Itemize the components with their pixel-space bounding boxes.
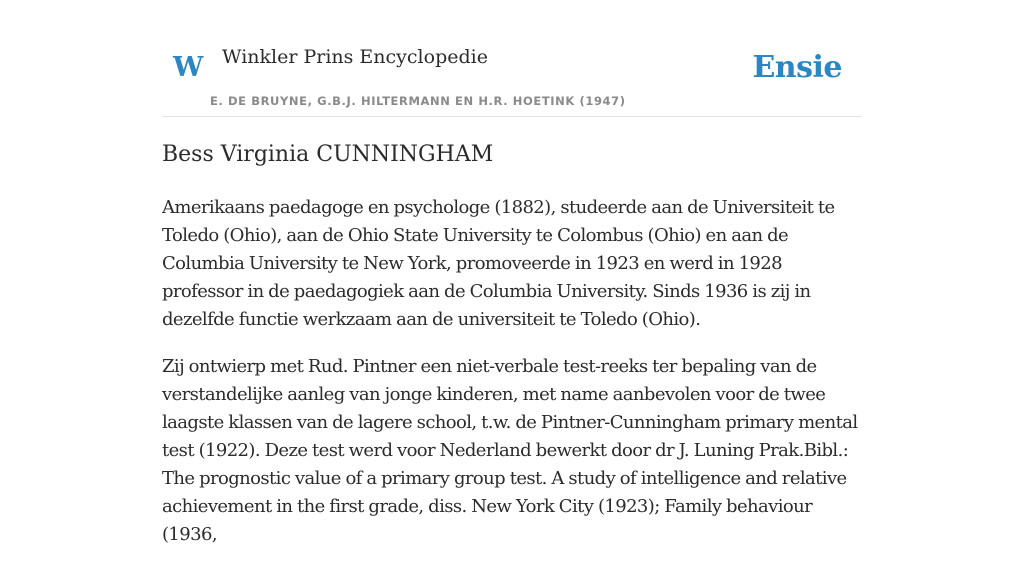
source-header [162,40,862,117]
paragraph-1: Amerikaans paedagoge en psychologe (1882), studeerde aan de Universiteit te Toledo (Ohio), aan de Ohio State University te Colombus (Ohio) en aan de Columbia University te New York, promoveerde in 1923 en werd in 1928 professor in de paedagogiek aan de Columbia University. Sinds 1936 is zij in dezelfde functie werkzaam aan de universiteit te Toledo (Ohio). [162,197,835,330]
brand-logo[interactable]: Ensie [752,50,842,85]
source-title[interactable]: Winkler Prins Encyclopedie [222,46,488,68]
article [162,138,862,568]
source-authors: E. DE BRUYNE, G.B.J. HILTERMANN EN H.R. HOETINK (1947) [210,94,626,108]
source-logo[interactable]: W [173,52,204,83]
entry-title: Bess Virginia CUNNINGHAM [162,142,494,167]
paragraph-2: Zij ontwierp met Rud. Pintner een niet-verbale test-reeks ter bepaling van de verstandelijke aanleg van jonge kinderen, met name aanbevolen voor de twee laagste klassen van de lagere school, t.w. de Pintner-Cunningham primary mental test (1922). Deze test werd voor Nederland bewerkt door dr J. Luning Prak.Bibl.: The prognostic value of a primary group test. A study of intelligence and relative achievement in the first grade, diss. New York City (1923); Family behaviour (1936, [162,356,858,545]
